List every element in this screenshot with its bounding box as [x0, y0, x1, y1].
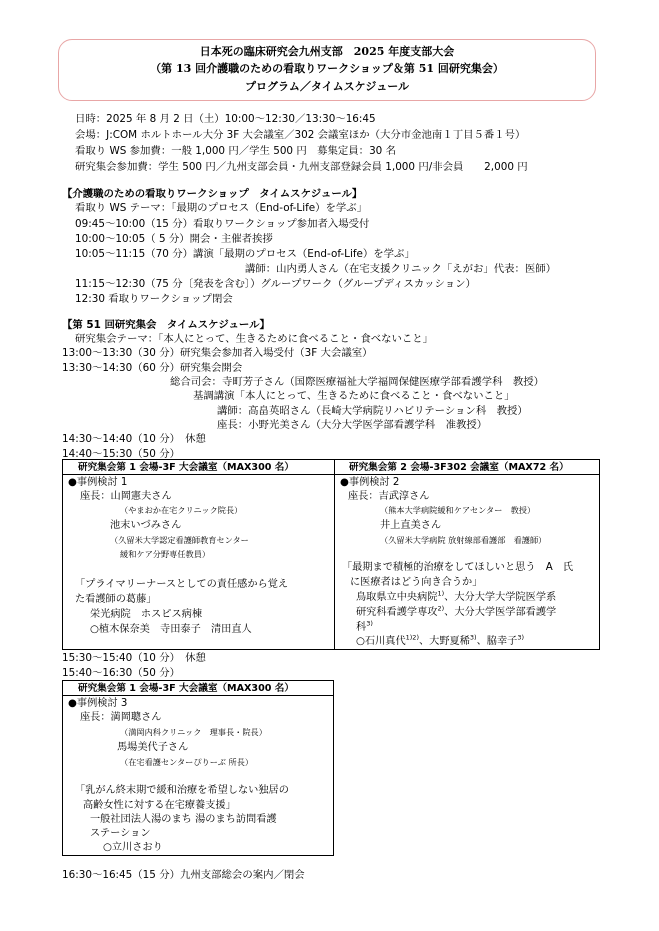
room1-chair2-affiliation: 緩和ケア分野専任教員） — [120, 549, 211, 559]
room3-chair2: 馬場美代子さん — [117, 742, 189, 753]
conference-theme: 研究集会テーマ：「本人にとって、生きるために食べること・食べないこと」 — [75, 333, 434, 345]
table-header-rule — [62, 474, 600, 475]
room2-header: 研究集会第 2 会場-3F302 会議室（MAX72 名） — [349, 462, 569, 473]
room1-header: 研究集会第 1 会場-3F 大会議室（MAX300 名） — [78, 462, 294, 473]
room3-case: ●事例検討 3 — [68, 698, 128, 709]
room3-chair2-affiliation: （在宅看護センターぴりーぶ 所長） — [120, 757, 254, 767]
conference-break: 14:30～14:40（10 分） 休憩 — [62, 433, 206, 445]
room3-header: 研究集会第 1 会場-3F 大会議室（MAX300 名） — [78, 683, 294, 694]
room2-presenters: ○石川真代$^{1)2)}$、大野夏稀$^{3)}$、脇幸子$^{3)}$ — [356, 633, 525, 647]
table-divider — [334, 459, 335, 650]
title-line-3: プログラム／タイムスケジュール — [244, 80, 409, 93]
room2-chair: 座長：吉武淳さん — [348, 491, 430, 502]
info-ws-fee: 看取り WS 参加費：一般 1,000 円／学生 500 円 募集定員：30 名 — [75, 145, 396, 157]
room3-organization: 一般社団法人湯のまち 湯のまち訪問看護 — [90, 814, 277, 825]
conference-heading: 【第 51 回研究集会 タイムスケジュール】 — [62, 319, 270, 331]
room2-organization: 鳥取県立中央病院$^{1)}$、大分大学大学院医学系 — [356, 589, 557, 603]
room2-case: ●事例検討 2 — [340, 477, 400, 488]
room1-chair2-affiliation: （久留米大学認定看護師教育センター — [110, 535, 249, 545]
closing: 16:30～16:45（15 分）九州支部総会の案内／閉会 — [62, 869, 305, 881]
room3-topic: 「乳がん終末期で緩和治療を希望しない独居の — [75, 785, 289, 796]
conference-mc: 総合司会：寺町芳子さん（国際医療福祉大学福岡保健医療学部看護学科 教授） — [170, 376, 545, 388]
room2-chair2: 井上直美さん — [380, 520, 442, 531]
room2-topic: に医療者はどう向き合うか」 — [350, 577, 483, 588]
room1-case: ●事例検討 1 — [68, 477, 128, 488]
workshop-item: 10:05～11:15（70 分）講演「最期のプロセス（End-of-Life）を学ぶ」 — [75, 248, 415, 260]
workshop-item: 10:00～10:05（ 5 分）開会・主催者挨拶 — [75, 233, 273, 245]
room2-topic: 「最期まで積極的治療をしてほしいと思う A 氏 — [342, 562, 574, 573]
conference-chair: 座長：小野光美さん（大分大学医学部看護学科 准教授） — [217, 419, 488, 431]
room3-presenter: ○立川さおり — [103, 842, 163, 853]
room3-chair: 座長：満岡聰さん — [80, 712, 162, 723]
workshop-theme: 看取り WS テーマ：「最期のプロセス（End-of-Life）を学ぶ」 — [75, 202, 368, 214]
conference-break: 15:30～15:40（10 分） 休憩 — [62, 652, 206, 664]
title-line-2: （第 13 回介護職のための看取りワークショップ＆第 51 回研究集会） — [150, 62, 504, 75]
table-header-rule — [62, 695, 334, 696]
room1-presenters: ○植木保奈美 寺田泰子 清田直人 — [90, 624, 252, 635]
room3-chair-affiliation: （満岡内科クリニック 理事長・院長） — [120, 727, 267, 737]
title-line-1: 日本死の臨床研究会九州支部 2025 年度支部大会 — [199, 45, 455, 58]
conference-lecturer: 講師：高畠英昭さん（長崎大学病院リハビリテーション科 教授） — [217, 405, 528, 417]
conference-keynote: 基調講演「本人にとって、生きるために食べること・食べないこと」 — [193, 390, 515, 402]
info-conf-fee: 研究集会参加費：学生 500 円／九州支部会員・九州支部登録会員 1,000 円/非会員 2,000 円 — [75, 161, 528, 173]
room2-chair2-affiliation: （久留米大学病院 放射線部看護部 看護師） — [380, 535, 547, 545]
room1-organization: 栄光病院 ホスピス病棟 — [90, 609, 203, 620]
conference-item: 13:00～13:30（30 分）研究集会参加者入場受付（3F 大会議室） — [62, 347, 373, 359]
room2-organization: 科$^{3)}$ — [356, 619, 373, 633]
room1-topic: た看護師の葛藤」 — [75, 594, 157, 605]
workshop-heading: 【介護職のための看取りワークショップ タイムスケジュール】 — [62, 188, 363, 200]
room2-chair-affiliation: （熊本大学病院緩和ケアセンター 教授） — [380, 505, 536, 515]
info-venue: 会場：J:COM ホルトホール大分 3F 大会議室／302 会議室ほか（大分市金池南１丁目５番１号） — [75, 129, 526, 141]
conference-slot: 14:40～15:30（50 分） — [62, 448, 180, 460]
workshop-lecturer: 講師：山内勇人さん（在宅支援クリニック「えがお」代表：医師） — [245, 263, 557, 275]
title-box — [58, 39, 596, 101]
info-date: 日時：2025 年 8 月 2 日（土）10:00～12:30／13:30～16:45 — [75, 113, 376, 125]
room3-organization: ステーション — [90, 828, 151, 839]
conference-slot: 15:40～16:30（50 分） — [62, 667, 180, 679]
conference-item: 13:30～14:30（60 分）研究集会開会 — [62, 362, 243, 374]
room1-topic: 「プライマリーナースとしての責任感から覚え — [75, 579, 289, 590]
workshop-item: 09:45～10:00（15 分）看取りワークショップ参加者入場受付 — [75, 218, 370, 230]
room1-chair-affiliation: （やまおか在宅クリニック院長） — [120, 505, 243, 515]
room3-topic: 高齢女性に対する在宅療養支援」 — [83, 800, 236, 811]
room1-chair: 座長：山岡憲夫さん — [80, 491, 172, 502]
room2-organization: 研究科看護学専攻$^{2)}$、大分大学医学部看護学 — [356, 604, 557, 618]
room1-chair2: 池末いづみさん — [110, 520, 182, 531]
workshop-item: 11:15～12:30（75 分〔発表を含む〕）グループワーク（グループディスカッション） — [75, 278, 476, 290]
workshop-item: 12:30 看取りワークショップ閉会 — [75, 293, 233, 305]
